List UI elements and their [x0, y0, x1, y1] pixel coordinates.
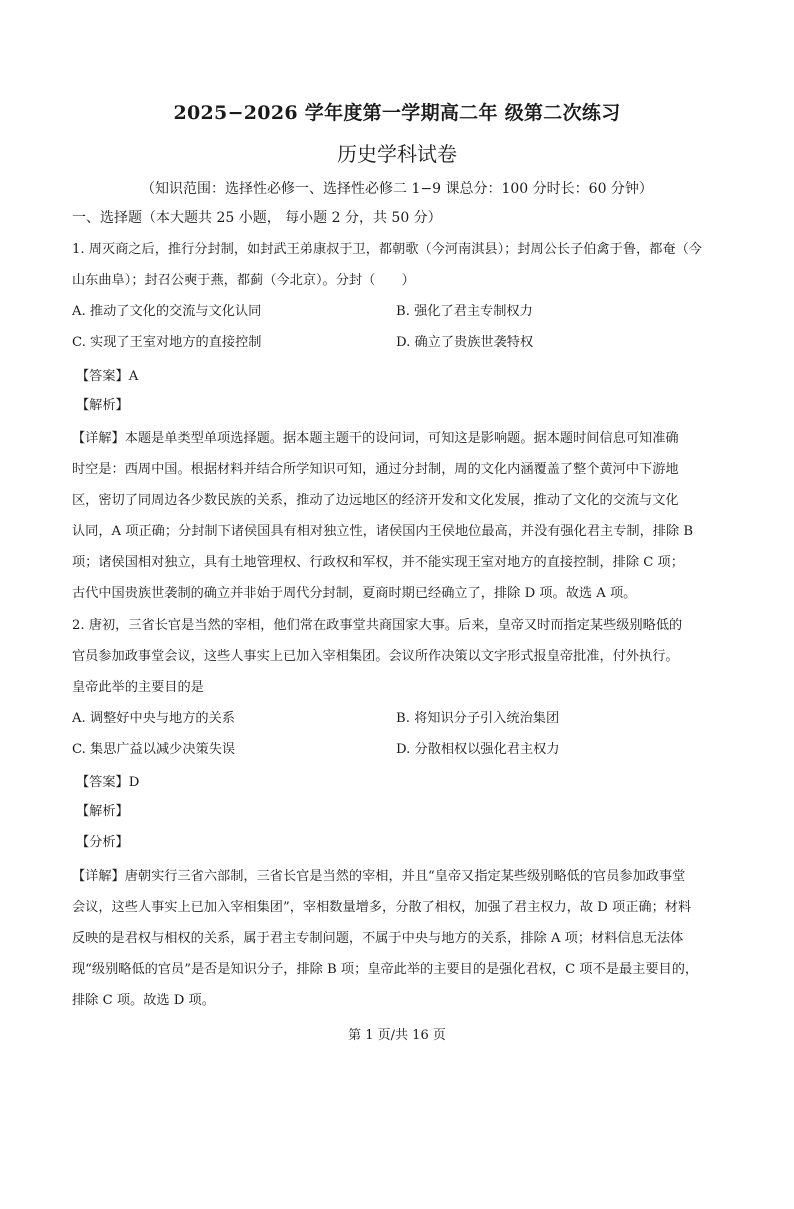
question-line: 官员参加政事堂会议，这些人事实上已加入宰相集团。会议所作决策以文字形式报皇帝批准，付外执行。 — [72, 649, 679, 664]
question-line: 山东曲阜）；封召公奭于燕，都蓟（今北京）。分封（ ） — [72, 273, 415, 288]
detail-line: 【详解】唐朝实行三省六部制，三省长官是当然的宰相，并且“皇帝又指定某些级别略低的官员参加政事堂 — [72, 869, 686, 884]
page-footer: 第 1 页/共 16 页 — [348, 1028, 446, 1043]
detail-line: 时空是：西周中国。根据材料并结合所学知识可知，通过分封制，周的文化内涵覆盖了整个黄河中下游地 — [72, 462, 679, 477]
option-a: A. 调整好中央与地方的关系 — [72, 711, 235, 726]
analysis-label: 【解析】 — [76, 398, 129, 413]
option-c: C. 集思广益以减少决策失误 — [72, 742, 236, 757]
question-1-detail — [72, 423, 724, 609]
option-d: D. 确立了贵族世袭特权 — [396, 335, 534, 350]
question-2-options — [72, 703, 724, 765]
detail-line: 排除 C 项。故选 D 项。 — [72, 993, 215, 1008]
detail-line: 会议，这些人事实上已加入宰相集团”，宰相数量增多，分散了相权，加强了君主权力，故 D 项正确；材料 — [72, 900, 692, 915]
question-line: 1. 周灭商之后，推行分封制，如封武王弟康叔于卫，都朝歌（今河南淇县）；封周公长子伯禽于鲁，都奄（今 — [72, 242, 702, 257]
answer-label: 【答案】D — [76, 775, 140, 790]
fenxi-label: 【分析】 — [76, 835, 129, 850]
question-2-detail — [72, 861, 724, 1016]
detail-line: 古代中国贵族世袭制的确立并非始于周代分封制，夏商时期已经确立了，排除 D 项。故选 A 项。 — [72, 586, 637, 601]
answer-label: 【答案】A — [76, 369, 139, 384]
detail-line: 认同，A 项正确；分封制下诸侯国具有相对独立性，诸侯国内王侯地位最高，并没有强化君主专制，排除 B — [72, 524, 694, 539]
option-b: B. 强化了君主专制权力 — [396, 304, 533, 319]
detail-line: 项；诸侯国相对独立，具有土地管理权、行政权和军权，并不能实现王室对地方的直接控制，排除 C 项； — [72, 555, 684, 570]
exam-title: 2025−2026 学年度第一学期高二年 级第二次练习 — [173, 102, 621, 124]
question-1-options — [72, 296, 724, 358]
option-c: C. 实现了王室对地方的直接控制 — [72, 335, 262, 350]
detail-line: 反映的是君权与相权的关系，属于君主专制问题，不属于中央与地方的关系，排除 A 项；材料信息无法体 — [72, 931, 684, 946]
option-a: A. 推动了文化的交流与文化认同 — [72, 304, 262, 319]
detail-line: 区，密切了同周边各少数民族的关系，推动了边远地区的经济开发和文化发展，推动了文化的交流与文化 — [72, 493, 679, 508]
question-2-stem — [72, 610, 724, 703]
exam-subject: 历史学科试卷 — [337, 142, 457, 166]
exam-scope: （知识范围：选择性必修一、选择性必修二 1−9 课总分：100 分时长：60 分钟） — [141, 181, 653, 197]
option-d: D. 分散相权以强化君主权力 — [396, 742, 560, 757]
question-line: 2. 唐初，三省长官是当然的宰相，他们常在政事堂共商国家大事。后来，皇帝又时而指定某些级别略低的 — [72, 618, 683, 633]
question-1-stem — [72, 234, 724, 296]
question-line: 皇帝此举的主要目的是 — [72, 680, 204, 695]
analysis-label: 【解析】 — [76, 804, 129, 819]
detail-line: 【详解】本题是单类型单项选择题。据本题主题干的设问词，可知这是影响题。据本题时间信息可知准确 — [72, 431, 679, 446]
section-heading: 一、选择题（本大题共 25 小题， 每小题 2 分，共 50 分） — [72, 210, 442, 226]
detail-line: 现“级别略低的官员”是否是知识分子，排除 B 项；皇帝此举的主要目的是强化君权，C 项不是最主要目的， — [72, 962, 699, 977]
option-b: B. 将知识分子引入统治集团 — [396, 711, 560, 726]
